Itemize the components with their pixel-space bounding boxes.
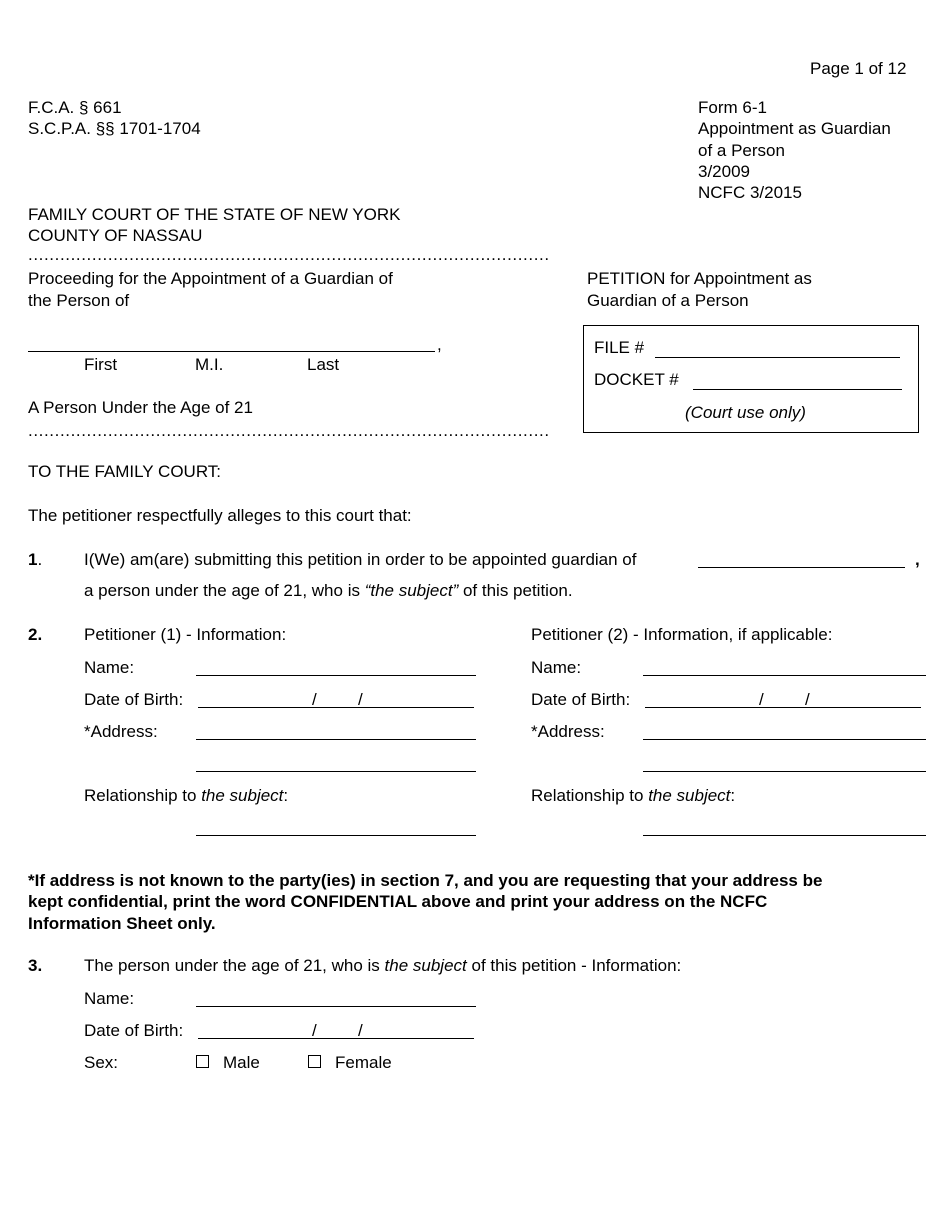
petitioner1-dob-field[interactable] bbox=[198, 707, 474, 708]
item1-number bbox=[28, 549, 42, 570]
subject-info-name-field[interactable] bbox=[196, 1006, 476, 1007]
petitioner1-relationship-label bbox=[84, 785, 288, 806]
petitioner1-dob-label: Date of Birth: bbox=[84, 690, 184, 709]
petitioner1-relationship-field[interactable] bbox=[196, 835, 476, 836]
item1-text-line2 bbox=[84, 580, 573, 601]
item3-the-subject: the subject bbox=[384, 956, 467, 975]
name-first-caption: First bbox=[84, 355, 118, 374]
petitioner1-title: Petitioner (1) - Information: bbox=[84, 625, 287, 644]
item1-comma: , bbox=[915, 550, 920, 569]
p1-rel-ital: the subject bbox=[201, 786, 284, 805]
page-number: Page 1 of 12 bbox=[810, 59, 907, 78]
subject-dob-slash1: / bbox=[312, 1021, 317, 1040]
form-date: 3/2009 bbox=[698, 162, 750, 181]
item1-number-digit: 1 bbox=[28, 550, 38, 569]
p1-rel-pre: Relationship to bbox=[84, 786, 202, 805]
form-title-line2: of a Person bbox=[698, 141, 785, 160]
form-title-line1: Appointment as Guardian bbox=[698, 119, 891, 138]
item3-text bbox=[84, 955, 681, 976]
item2-number: 2. bbox=[28, 625, 43, 644]
docket-number-label: DOCKET # bbox=[594, 370, 679, 389]
dotted-separator-bottom: .................................................................................................. bbox=[28, 421, 550, 440]
statute-fca: F.C.A. § 661 bbox=[28, 98, 122, 117]
dotted-separator-top: .................................................................................................. bbox=[28, 245, 550, 264]
p2-rel-post: : bbox=[730, 786, 736, 805]
petitioner2-relationship-label bbox=[531, 785, 735, 806]
item1-number-dot: . bbox=[37, 550, 43, 569]
item3-text-pre: The person under the age of 21, who is bbox=[84, 956, 385, 975]
court-name: FAMILY COURT OF THE STATE OF NEW YORK bbox=[28, 205, 401, 224]
confidential-note-line1: *If address is not known to the party(ies) in section 7, and you are requesting that your address be bbox=[28, 871, 823, 890]
proceeding-line1: Proceeding for the Appointment of a Guardian of bbox=[28, 269, 393, 288]
petitioner2-dob-label: Date of Birth: bbox=[531, 690, 631, 709]
form-number: Form 6-1 bbox=[698, 98, 767, 117]
p2-rel-ital: the subject bbox=[648, 786, 731, 805]
petitioner2-address-field2[interactable] bbox=[643, 771, 926, 772]
male-checkbox[interactable] bbox=[196, 1055, 209, 1068]
male-label: Male bbox=[223, 1053, 260, 1072]
form-ncfc-date: NCFC 3/2015 bbox=[698, 183, 802, 202]
item1-the-subject: “the subject” bbox=[364, 581, 459, 600]
court-use-box bbox=[583, 325, 919, 433]
petition-title-line2: Guardian of a Person bbox=[587, 291, 749, 310]
confidential-note-line3: Information Sheet only. bbox=[28, 914, 216, 933]
item3-number: 3. bbox=[28, 956, 43, 975]
file-number-label: FILE # bbox=[594, 338, 645, 357]
petitioner1-address-label: *Address: bbox=[84, 722, 158, 741]
item1-text: I(We) am(are) submitting this petition in order to be appointed guardian of bbox=[84, 550, 637, 569]
court-use-note: (Court use only) bbox=[685, 403, 806, 422]
proceeding-line2: the Person of bbox=[28, 291, 130, 310]
petition-title-line1: PETITION for Appointment as bbox=[587, 269, 812, 288]
subject-name-comma: , bbox=[437, 335, 442, 354]
female-label: Female bbox=[335, 1053, 392, 1072]
item3-text-post: of this petition - Information: bbox=[466, 956, 682, 975]
petitioner2-dob-slash2: / bbox=[805, 690, 810, 709]
subject-name-field[interactable] bbox=[28, 351, 435, 352]
petitioner2-name-field[interactable] bbox=[643, 675, 926, 676]
confidential-note-line2: kept confidential, print the word CONFIDENTIAL above and print your address on the NCFC bbox=[28, 892, 768, 911]
subject-dob-slash2: / bbox=[358, 1021, 363, 1040]
sex-female-option[interactable] bbox=[308, 1052, 392, 1073]
subject-name-label: Name: bbox=[84, 989, 135, 1008]
petitioner2-address-label: *Address: bbox=[531, 722, 605, 741]
petitioner2-address-field1[interactable] bbox=[643, 739, 926, 740]
petitioner2-title: Petitioner (2) - Information, if applicable: bbox=[531, 625, 833, 644]
petitioner1-name-label: Name: bbox=[84, 658, 135, 677]
to-the-court: TO THE FAMILY COURT: bbox=[28, 462, 222, 481]
intro-statement: The petitioner respectfully alleges to this court that: bbox=[28, 506, 412, 525]
petitioner1-dob-slash2: / bbox=[358, 690, 363, 709]
p2-rel-pre: Relationship to bbox=[531, 786, 649, 805]
item1-text-post: of this petition. bbox=[458, 581, 573, 600]
sex-male-option[interactable] bbox=[196, 1052, 260, 1073]
guardian-of-field[interactable] bbox=[698, 567, 905, 568]
subject-dob-field[interactable] bbox=[198, 1038, 474, 1039]
petitioner2-name-label: Name: bbox=[531, 658, 582, 677]
name-last-caption: Last bbox=[307, 355, 340, 374]
petitioner2-dob-slash1: / bbox=[759, 690, 764, 709]
subject-sex-label: Sex: bbox=[84, 1053, 119, 1072]
name-mi-caption: M.I. bbox=[195, 355, 224, 374]
petitioner1-address-field2[interactable] bbox=[196, 771, 476, 772]
item1-text-pre: a person under the age of 21, who is bbox=[84, 581, 365, 600]
subject-dob-label: Date of Birth: bbox=[84, 1021, 184, 1040]
petitioner1-address-field1[interactable] bbox=[196, 739, 476, 740]
file-number-field[interactable] bbox=[655, 357, 900, 358]
petitioner2-dob-field[interactable] bbox=[645, 707, 921, 708]
statute-scpa: S.C.P.A. §§ 1701-1704 bbox=[28, 119, 201, 138]
female-checkbox[interactable] bbox=[308, 1055, 321, 1068]
subject-description: A Person Under the Age of 21 bbox=[28, 398, 253, 417]
petitioner1-name-field[interactable] bbox=[196, 675, 476, 676]
docket-number-field[interactable] bbox=[693, 389, 902, 390]
petitioner1-dob-slash1: / bbox=[312, 690, 317, 709]
p1-rel-post: : bbox=[283, 786, 289, 805]
court-county: COUNTY OF NASSAU bbox=[28, 226, 203, 245]
petitioner2-relationship-field[interactable] bbox=[643, 835, 926, 836]
